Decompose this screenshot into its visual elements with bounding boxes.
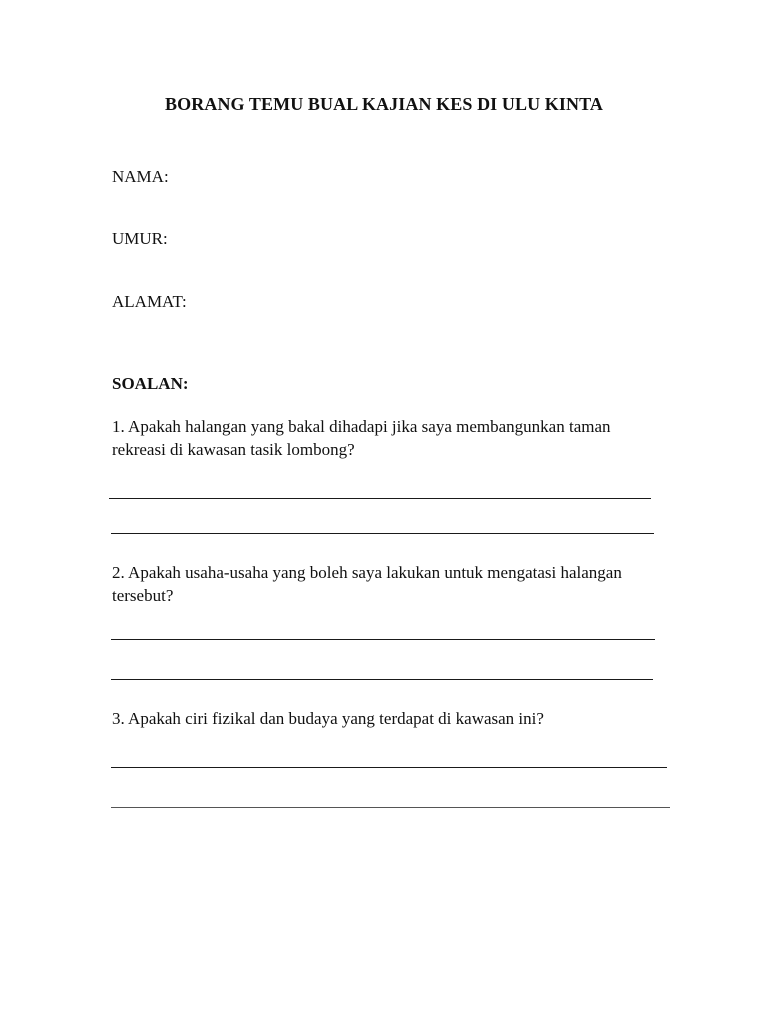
questions-heading: SOALAN: [112,374,189,393]
answer-line-3a [111,767,667,768]
question-3: 3. Apakah ciri fizikal dan budaya yang terdapat di kawasan ini? [112,709,544,728]
question-2: 2. Apakah usaha-usaha yang boleh saya lakukan untuk mengatasi halangan tersebut? [112,563,622,605]
answer-line-2a [111,639,655,640]
question-1: 1. Apakah halangan yang bakal dihadapi jika saya membangunkan taman rekreasi di kawasan tasik lombong? [112,417,611,459]
answer-line-1a [109,498,651,499]
name-field-label: NAMA: [112,167,169,186]
answer-line-1b [111,533,654,534]
answer-line-2b [111,679,653,680]
address-field-label: ALAMAT: [112,292,187,311]
form-title: BORANG TEMU BUAL KAJIAN KES DI ULU KINTA [165,94,603,114]
answer-line-3b [111,807,670,808]
age-field-label: UMUR: [112,229,168,248]
